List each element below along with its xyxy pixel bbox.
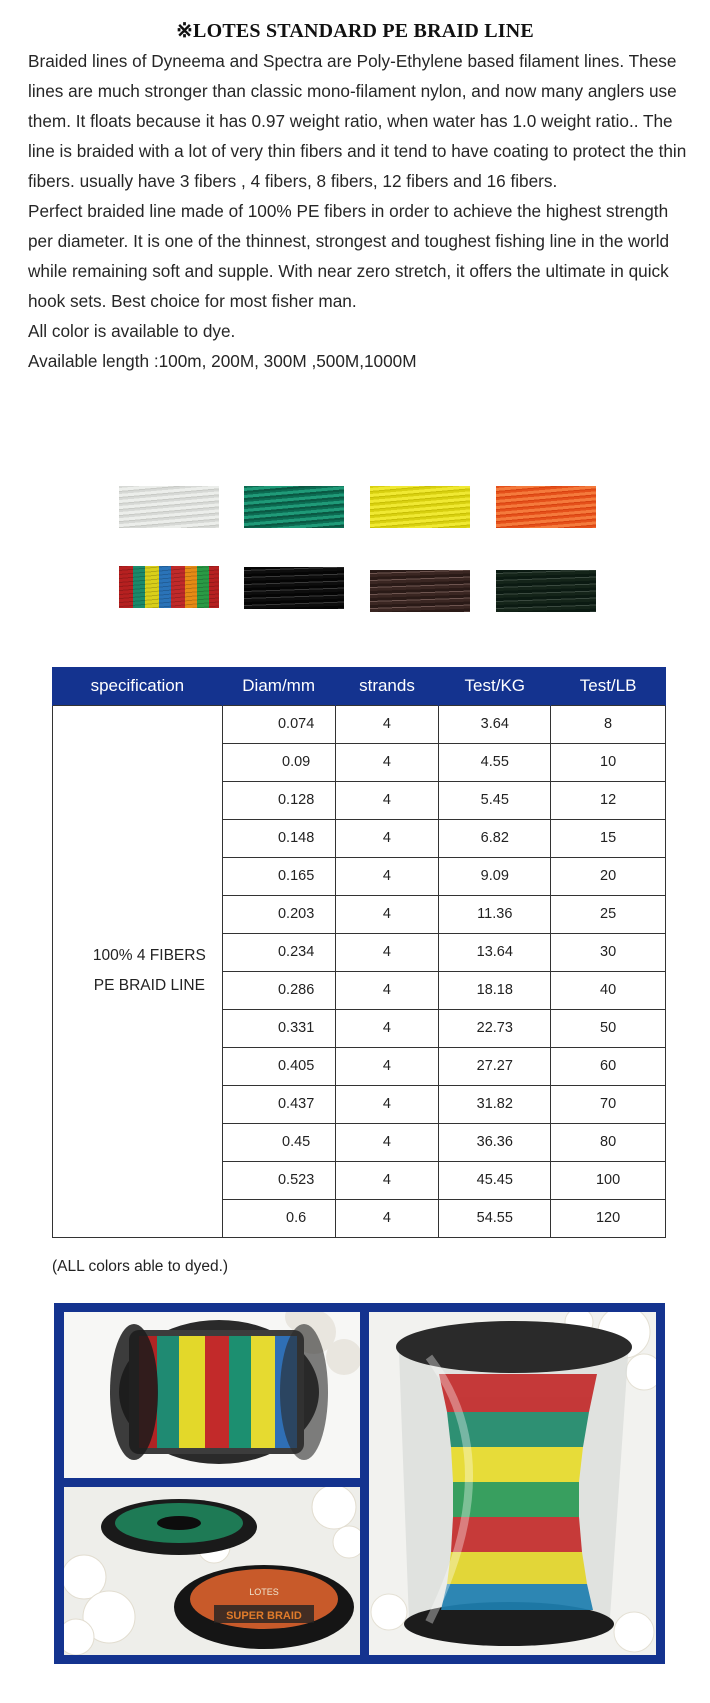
strands-cell: 4 [335,1123,439,1161]
swatch-brown [370,570,470,612]
test-kg-cell: 27.27 [439,1047,551,1085]
test-kg-cell: 22.73 [439,1009,551,1047]
description-paragraph: All color is available to dye. [28,321,236,341]
diam-cell: 0.09 [222,743,335,781]
product-photo-collage [54,1303,665,1664]
test-lb-cell: 20 [551,857,666,895]
col-header-strands: strands [335,667,439,705]
diam-cell: 0.437 [222,1085,335,1123]
col-header-test-kg: Test/KG [439,667,551,705]
test-lb-cell: 30 [551,933,666,971]
spool-label-text: SUPER BRAID [226,1610,302,1622]
table-header-row [53,667,666,705]
test-kg-cell: 6.82 [439,819,551,857]
test-lb-cell: 10 [551,743,666,781]
test-lb-cell: 8 [551,705,666,743]
strands-cell: 4 [335,781,439,819]
spec-line-1: 100% 4 FIBERS [92,947,206,964]
strands-cell: 4 [335,1161,439,1199]
test-kg-cell: 31.82 [439,1085,551,1123]
brand-logo-text: LOTES [249,1587,279,1597]
description-paragraph: Braided lines of Dyneema and Spectra are Poly-Ethylene based filament lines. These lines are much stronger than classic mono-filament nylon, and now many anglers use them. It floats because it has 0.97 weight ratio, when water has 1.0 weight ratio.. The line is braided with a lot of very thin fibers and it tend to have coating to protect the thin fibers. usually have 3 fibers , 4 fibers, 8 fibers, 12 fibers and 16 fibers. [28,51,687,191]
swatch-green [244,486,344,528]
specification-cell [53,705,223,1237]
strands-cell: 4 [335,819,439,857]
diam-cell: 0.405 [222,1047,335,1085]
description-paragraph: Available length :100m, 200M, 300M ,500M,1000M [28,351,417,371]
swatch-orange [496,486,596,528]
swatch-dark-green [496,570,596,612]
diam-cell: 0.148 [222,819,335,857]
test-kg-cell: 36.36 [439,1123,551,1161]
col-header-specification: specification [53,667,223,705]
strands-cell: 4 [335,743,439,781]
diam-cell: 0.45 [222,1123,335,1161]
test-kg-cell: 45.45 [439,1161,551,1199]
test-lb-cell: 60 [551,1047,666,1085]
test-lb-cell: 12 [551,781,666,819]
spec-line-2: PE BRAID LINE [93,977,205,994]
page-title: ※LOTES STANDARD PE BRAID LINE [176,20,534,42]
spec-table [52,667,666,1238]
diam-cell: 0.331 [222,1009,335,1047]
test-kg-cell: 13.64 [439,933,551,971]
dye-note: (ALL colors able to dyed.) [52,1258,229,1275]
test-kg-cell: 3.64 [439,705,551,743]
test-kg-cell: 9.09 [439,857,551,895]
test-kg-cell: 18.18 [439,971,551,1009]
test-kg-cell: 54.55 [439,1199,551,1237]
test-kg-cell: 11.36 [439,895,551,933]
test-lb-cell: 120 [551,1199,666,1237]
swatch-black [244,567,344,609]
table-row [53,705,666,743]
strands-cell: 4 [335,1085,439,1123]
test-lb-cell: 40 [551,971,666,1009]
diam-cell: 0.234 [222,933,335,971]
multicolor-spool-photo [64,1312,360,1478]
test-kg-cell: 5.45 [439,781,551,819]
diam-cell: 0.128 [222,781,335,819]
col-header-test-lb: Test/LB [551,667,666,705]
strands-cell: 4 [335,971,439,1009]
test-lb-cell: 15 [551,819,666,857]
swatch-yellow [370,486,470,528]
diam-cell: 0.074 [222,705,335,743]
test-kg-cell: 4.55 [439,743,551,781]
spool-closeup-photo [369,1312,656,1655]
strands-cell: 4 [335,705,439,743]
test-lb-cell: 80 [551,1123,666,1161]
col-header-diam: Diam/mm [222,667,335,705]
strands-cell: 4 [335,1047,439,1085]
strands-cell: 4 [335,1199,439,1237]
product-description [28,46,694,376]
diam-cell: 0.203 [222,895,335,933]
test-lb-cell: 100 [551,1161,666,1199]
strands-cell: 4 [335,895,439,933]
strands-cell: 4 [335,1009,439,1047]
strands-cell: 4 [335,857,439,895]
diam-cell: 0.286 [222,971,335,1009]
strands-cell: 4 [335,933,439,971]
description-paragraph: Perfect braided line made of 100% PE fibers in order to achieve the highest strength per diameter. It is one of the thinnest, strongest and toughest fishing line in the world while remaining soft and supple. With near zero stretch, it offers the ultimate in quick hook sets. Best choice for most fisher man. [28,201,670,311]
swatch-white [119,486,219,528]
diam-cell: 0.6 [222,1199,335,1237]
test-lb-cell: 70 [551,1085,666,1123]
test-lb-cell: 50 [551,1009,666,1047]
diam-cell: 0.523 [222,1161,335,1199]
spools-and-coral-photo [64,1487,360,1655]
diam-cell: 0.165 [222,857,335,895]
test-lb-cell: 25 [551,895,666,933]
swatch-multicolor [119,566,219,608]
